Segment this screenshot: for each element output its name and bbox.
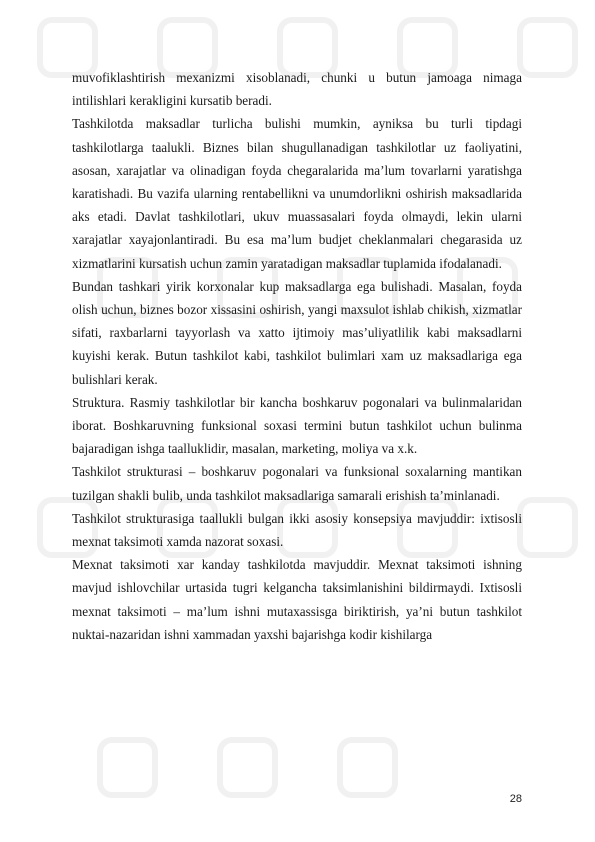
paragraph: Tashkilotda maksadlar turlicha bulishi mumkin, ayniksa bu turli tipdagi tashkilotlarga taalukli. Biznes bilan shugullanadigan tashkilotlar uz faoliyatini, asosan, xarajatlar va olinadigan foyda chegaralarida ma’lum tovarlarni yaratishga karatishadi. Bu vazifa ularning rentabellikni va unumdorlikni oshirish maksadlarida aks etadi. Davlat tashkilotlari, ukuv muassasalari foyda olmaydi, lekin ularni xarajatlar xayajonlantiradi. Bu esa ma’lum budjet cheklanmalari chegarasida uz xizmatlarini kursatish uchun zamin yaratadigan maksadlar tuplamida ifodalanadi. [72,116,522,271]
paragraph: Bundan tashkari yirik korxonalar kup maksadlarga ega bulishadi. Masalan, foyda olish uchun, biznes bozor xissasini oshirish, yangi maxsulot ishlab chikish, xizmatlar sifati, raxbarlarni tayyorlash va xatto ijtimoiy mas’uliyatlilik kabi maksadlarni kuyishi kerak. Butun tashkilot kabi, tashkilot bulimlari xam uz maksadlariga ega bulishlari kerak. [72,278,522,387]
page-number: 28 [509,793,522,805]
paragraph: muvofiklashtirish mexanizmi xisoblanadi, chunki u butun jamoaga nimaga intilishlari kerakligini kursatib beradi. [72,70,522,109]
paragraph: Tashkilot strukturasi – boshkaruv pogonalari va funksional soxalarning mantikan tuzilgan shakli bulib, unda tashkilot maksadlariga samarali erishish ta’minlanadi. [72,464,522,503]
paragraph: Mexnat taksimoti xar kanday tashkilotda mavjuddir. Mexnat taksimoti ishning mavjud ishlovchilar urtasida tugri kelgancha taksimlanishini bildirmaydi. Ixtisosli mexnat taksimoti – ma’lum ishni mutaxassisga biriktirish, ya’ni butun tashkilot nuktai-nazaridan ishni xammadan yaxshi bajarishga kodir kishilarga [72,557,522,642]
paragraph: Tashkilot strukturasiga taallukli bulgan ikki asosiy konsepsiya mavjuddir: ixtisosli mexnat taksimoti xamda nazorat soxasi. [72,510,522,550]
paragraph: Struktura. Rasmiy tashkilotlar bir kancha boshkaruv pogonalari va bulinmalaridan iborat. Boshkaruvning funksional soxasi termini butun tashkilot uchun bulinma bajaradigan ishga taalluklidir, masalan, marketing, moliya va x.k. [72,394,522,457]
document-body [72,66,522,646]
